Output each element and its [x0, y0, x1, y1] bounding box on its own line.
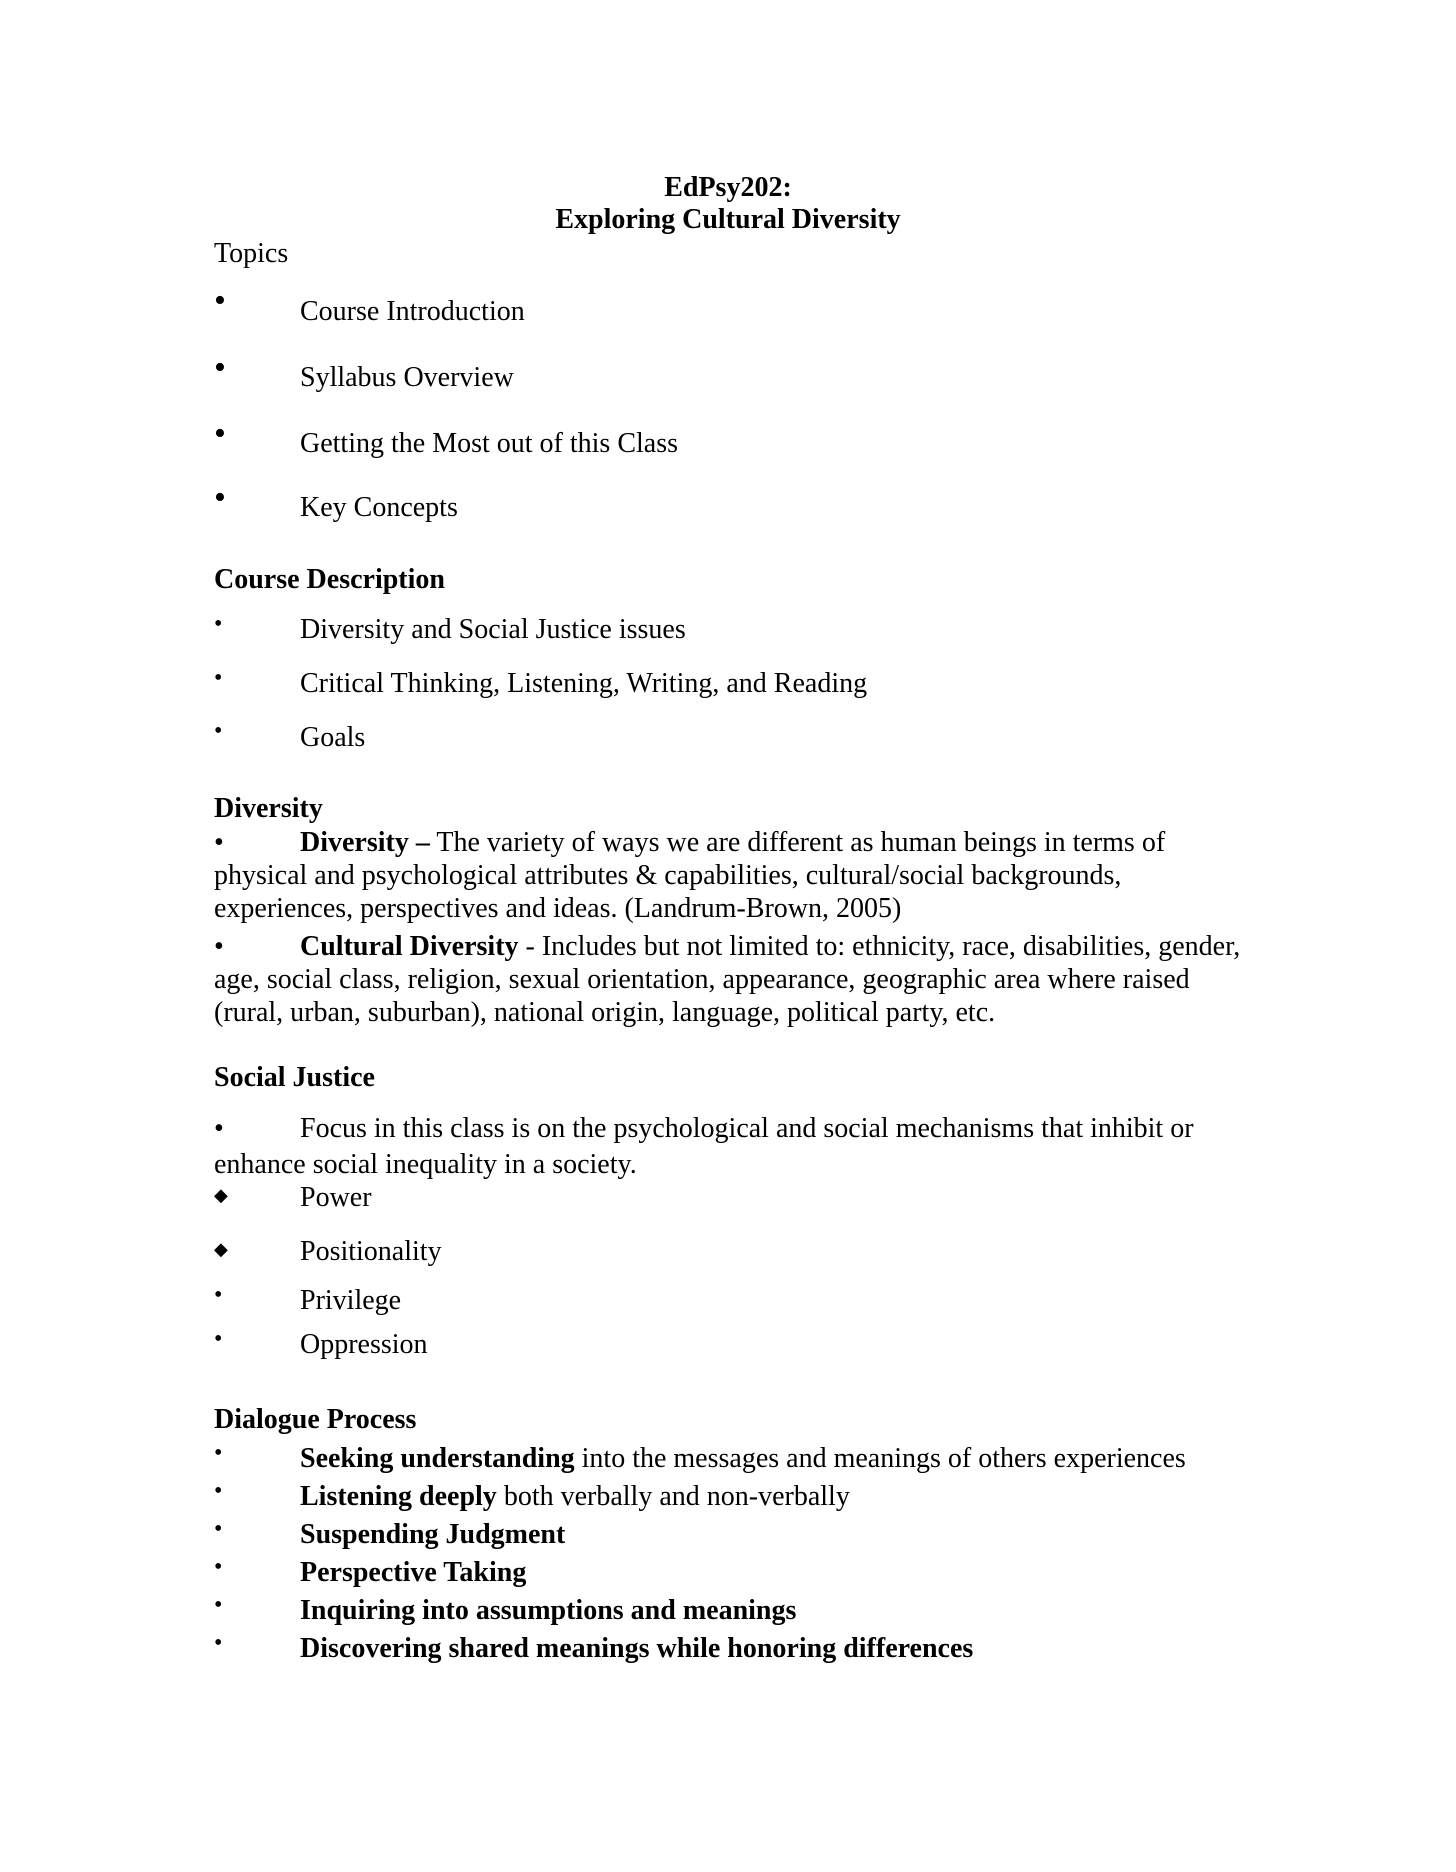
- diamond-bullet-icon: ◆: [214, 1185, 228, 1205]
- bullet-icon: •: [214, 1592, 223, 1618]
- focus-text: Focus in this class is on the psychological and social mechanisms that inhibit or enhance social inequality in a society.: [214, 1113, 1194, 1180]
- bullet-icon: •: [214, 718, 223, 744]
- dialogue-item-bold: Listening deeply: [300, 1481, 497, 1512]
- dialogue-item: [300, 1557, 526, 1589]
- bullet-icon: •: [214, 827, 224, 858]
- social-justice-item: Oppression: [300, 1329, 428, 1360]
- social-justice-heading: Social Justice: [214, 1062, 375, 1093]
- topic-item: Getting the Most out of this Class: [300, 428, 678, 459]
- bullet-icon: •: [214, 349, 226, 386]
- doc-title-line1: EdPsy202:: [664, 172, 792, 203]
- definition-term: Cultural Diversity: [300, 931, 519, 962]
- bullet-icon: •: [214, 479, 226, 516]
- dialogue-item-bold: Perspective Taking: [300, 1557, 527, 1588]
- dialogue-heading: Dialogue Process: [214, 1404, 417, 1435]
- topic-item: Course Introduction: [300, 296, 525, 327]
- social-justice-item: Privilege: [300, 1285, 402, 1316]
- bullet-icon: •: [214, 1516, 223, 1542]
- bullet-icon: •: [214, 665, 223, 691]
- bullet-icon: •: [214, 1554, 223, 1580]
- social-justice-focus: [214, 1111, 1244, 1183]
- bullet-icon: •: [214, 1630, 223, 1656]
- dialogue-item-bold: Suspending Judgment: [300, 1519, 566, 1550]
- social-justice-item: Positionality: [300, 1236, 442, 1267]
- definition-term: Diversity –: [300, 827, 430, 858]
- bullet-icon: •: [214, 611, 223, 637]
- cultural-diversity-definition: [214, 930, 1244, 1029]
- dialogue-item-text: into the messages and meanings of others experiences: [574, 1443, 1186, 1474]
- dialogue-item: [300, 1481, 850, 1513]
- course-description-item: Critical Thinking, Listening, Writing, and Reading: [300, 668, 868, 699]
- course-description-item: Diversity and Social Justice issues: [300, 614, 686, 645]
- doc-title-line2: Exploring Cultural Diversity: [555, 204, 901, 235]
- bullet-icon: •: [214, 1478, 223, 1504]
- topic-item: Key Concepts: [300, 492, 458, 523]
- diversity-heading: Diversity: [214, 793, 323, 824]
- dialogue-item: [300, 1519, 565, 1551]
- bullet-icon: •: [214, 415, 226, 452]
- course-description-item: Goals: [300, 722, 366, 753]
- dialogue-item-text: both verbally and non-verbally: [496, 1481, 850, 1512]
- diamond-bullet-icon: ◆: [214, 1239, 228, 1259]
- dialogue-item: [300, 1443, 1186, 1475]
- topic-item: Syllabus Overview: [300, 362, 514, 393]
- definition-text: The variety of ways we are different as human beings in terms of physical and psychological attributes & capabilities, cultural/social backgrounds, experiences, perspectives and ideas. (Landrum-Brown, 2005): [214, 827, 1166, 924]
- bullet-icon: •: [214, 931, 224, 962]
- dialogue-item-bold: Discovering shared meanings while honoring differences: [300, 1633, 974, 1664]
- dialogue-item-bold: Inquiring into assumptions and meanings: [300, 1595, 797, 1626]
- bullet-icon: •: [214, 1282, 223, 1308]
- topics-label: Topics: [214, 238, 289, 269]
- bullet-icon: •: [214, 1113, 224, 1144]
- bullet-icon: •: [214, 282, 226, 319]
- bullet-icon: •: [214, 1326, 223, 1352]
- definition-text: - Includes but not limited to: ethnicity, race, disabilities, gender, age, social class, religion, sexual orientation, appearance, geographic area where raised (rural, urban, suburban), national origin, language, political party, etc.: [214, 931, 1241, 1028]
- dialogue-item: [300, 1633, 973, 1665]
- dialogue-item-bold: Seeking understanding: [300, 1443, 575, 1474]
- course-description-heading: Course Description: [214, 564, 445, 595]
- social-justice-item: Power: [300, 1182, 372, 1213]
- bullet-icon: •: [214, 1440, 223, 1466]
- diversity-definition: [214, 826, 1244, 925]
- dialogue-item: [300, 1595, 796, 1627]
